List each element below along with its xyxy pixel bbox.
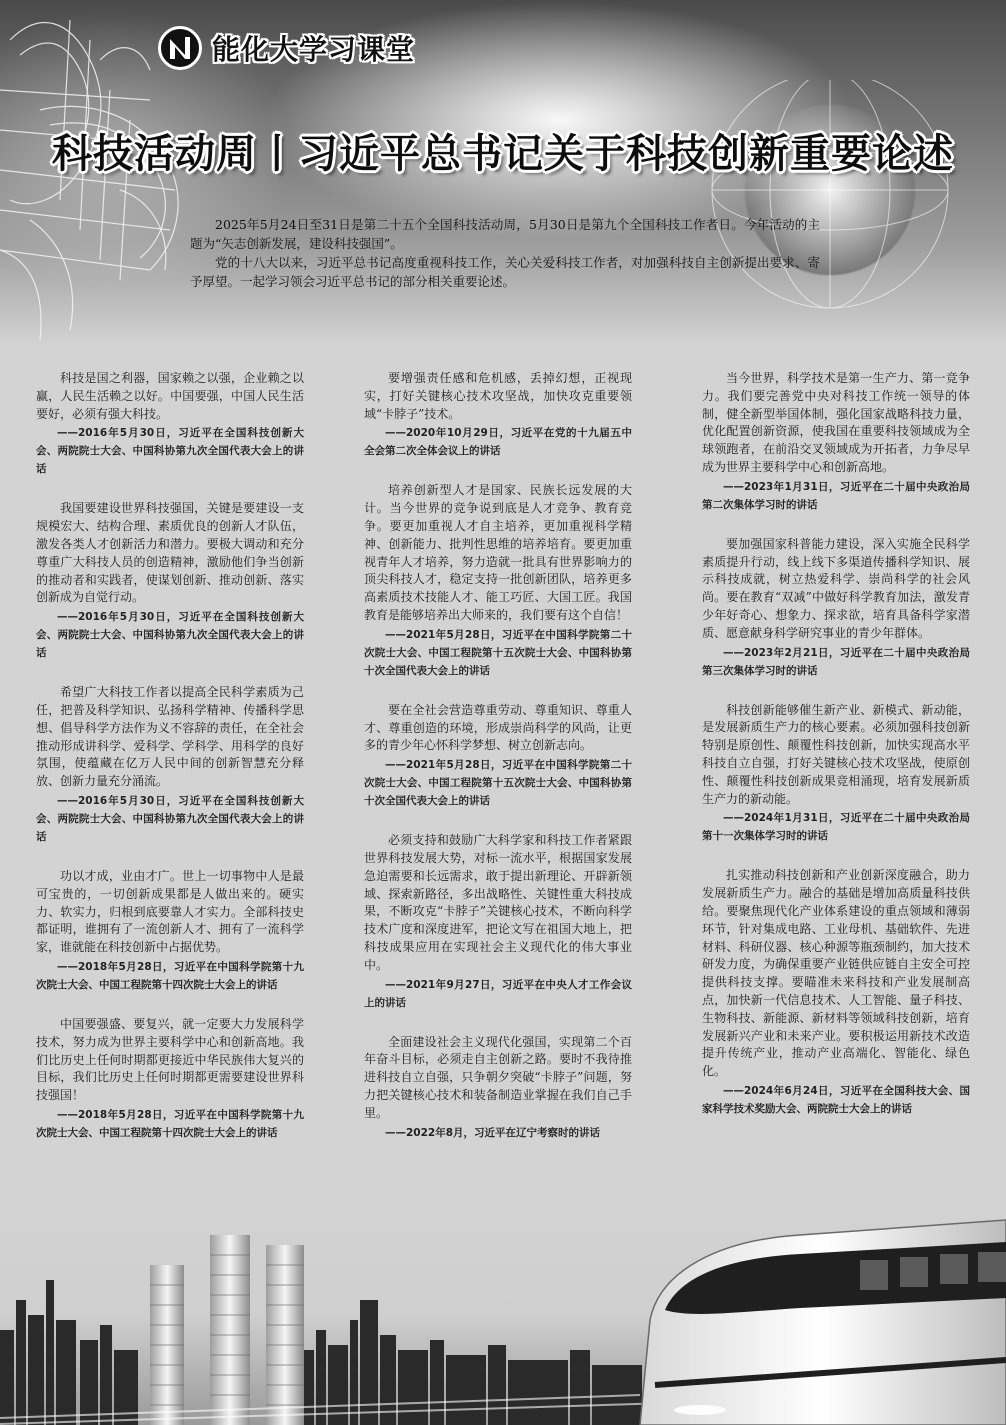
quote-source: ——2018年5月28日，习近平在中国科学院第十九次院士大会、中国工程院第十四次院士大会上的讲话 [36,1108,304,1139]
page-title: 科技活动周丨习近平总书记关于科技创新重要论述 [52,131,954,177]
quote-block [702,867,970,1118]
quote-text: 要加强国家科普能力建设，深入实施全民科学素质提升行动，线上线下多渠道传播科学知识、展示科技成就，树立热爱科学、崇尚科学的社会风尚。要在教育“双减”中做好科学教育加法，激发青少年好奇心、想象力、探求欲，培育具备科学家潜质、愿意献身科学研究事业的青少年群体。 [702,536,970,640]
quote-block [36,500,304,662]
quote-block [702,370,970,514]
quote-block [364,702,632,810]
quote-block [364,482,632,679]
quote-text: 扎实推动科技创新和产业创新深度融合，助力发展新质生产力。融合的基础是增加高质量科技供给。要聚焦现代化产业体系建设的重点领域和薄弱环节，针对集成电路、工业母机、基础软件、先进材料、科研仪器、核心种源等瓶颈制约，加大技术研发力度，为确保重要产业链供应链自主安全可控提供科技支撑。要瞄准未来科技和产业发展制高点，加快新一代信息技术、人工智能、量子科技、生物科技、新能源、新材料等领域科技创新，培育发展新兴产业和未来产业。要积极运用新技术改造提升传统产业，推动产业高端化、智能化、绿色化。 [702,868,970,1079]
city-skyline-train-illustration [0,1180,1006,1425]
quote-text: 功以才成，业由才广。世上一切事物中人是最可宝贵的，一切创新成果都是人做出来的。硬实力、软实力，归根到底要靠人才实力。全部科技史都证明，谁拥有了一流创新人才、拥有了一流科学家，谁就能在科技创新中占据优势。 [36,868,304,955]
quote-text: 当今世界，科学技术是第一生产力、第一竞争力。我们要完善党中央对科技工作统一领导的体制，健全新型举国体制，强化国家战略科技力量，优化配置创新资源，使我国在重要科技领域成为全球领跑者，在前沿交叉领域成为开拓者，力争尽早成为世界主要科学中心和创新高地。 [702,371,970,474]
quote-source: ——2016年5月30日，习近平在全国科技创新大会、两院院士大会、中国科协第九次全国代表大会上的讲话 [36,427,304,476]
quote-source: ——2023年1月31日，习近平在二十届中央政治局第二次集体学习时的讲话 [702,480,970,511]
quote-block [702,536,970,680]
quote-block [364,370,632,460]
n-logo-icon [165,33,195,63]
column-3 [702,370,970,1140]
header-banner [0,0,1006,345]
quote-text: 中国要强盛、要复兴，就一定要大力发展科学技术，努力成为世界主要科学中心和创新高地。我们比历史上任何时期都更接近中华民族伟大复兴的目标，我们比历史上任何时期都更需要建设世界科技强国！ [36,1016,304,1103]
quote-source: ——2016年5月30日，习近平在全国科技创新大会、两院院士大会、中国科协第九次全国代表大会上的讲话 [36,794,304,843]
quote-block [36,370,304,478]
quote-block [36,868,304,994]
quote-source: ——2023年2月21日，习近平在二十届中央政治局第三次集体学习时的讲话 [702,646,970,677]
quote-text: 科技是国之利器，国家赖之以强，企业赖之以赢，人民生活赖之以好。中国要强，中国人民生活要好，必须有强大科技。 [36,371,304,421]
quote-block [364,832,632,1011]
quote-source: ——2020年10月29日，习近平在党的十九届五中全会第二次全体会议上的讲话 [364,427,632,458]
brand-name: 能化大学习课堂 [212,33,416,66]
quote-source: ——2016年5月30日，习近平在全国科技创新大会、两院院士大会、中国科协第九次全国代表大会上的讲话 [36,611,304,660]
quote-source: ——2021年5月28日，习近平在中国科学院第二十次院士大会、中国工程院第十五次院士大会、中国科协第十次全国代表大会上的讲话 [364,628,632,677]
quote-text: 要在全社会营造尊重劳动、尊重知识、尊重人才、尊重创造的环境，形成崇尚科学的风尚，让更多的青少年心怀科学梦想、树立创新志向。 [364,702,632,753]
quote-source: ——2024年1月31日，习近平在二十届中央政治局第十一次集体学习时的讲话 [702,812,970,843]
quote-text: 培养创新型人才是国家、民族长远发展的大计。当今世界的竞争说到底是人才竞争、教育竞争。要更加重视人才自主培养，更加重视科学精神、创新能力、批判性思维的培养培育。要更加重视青年人才培养，努力造就一批具有世界影响力的顶尖科技人才，稳定支持一批创新团队，培养更多高素质技术技能人才、能工巧匠、大国工匠。我国教育是能够培养出大师来的，我们要有这个自信！ [364,483,632,622]
intro-text [190,215,820,291]
column-2 [364,370,632,1164]
quote-source: ——2018年5月28日，习近平在中国科学院第十九次院士大会、中国工程院第十四次院士大会上的讲话 [36,960,304,991]
intro-paragraph: 2025年5月24日至31日是第二十五个全国科技活动周，5月30日是第九个全国科技工作者日。今年活动的主题为“矢志创新发展，建设科技强国”。 [190,217,820,251]
quote-source: ——2024年6月24日，习近平在全国科技大会、国家科学技术奖励大会、两院院士大会上的讲话 [702,1084,970,1115]
column-1 [36,370,304,1164]
quote-source: ——2021年9月27日，习近平在中央人才工作会议上的讲话 [364,978,632,1009]
quote-block [36,1016,304,1142]
quote-source: ——2021年5月28日，习近平在中国科学院第二十次院士大会、中国工程院第十五次院士大会、中国科协第十次全国代表大会上的讲话 [364,759,632,808]
quote-source: ——2022年8月，习近平在辽宁考察时的讲话 [385,1126,601,1139]
quote-text: 必须支持和鼓励广大科学家和科技工作者紧跟世界科技发展大势，对标一流水平，根据国家发展急迫需要和长远需求，敢于提出新理论、开辟新领域、探索新路径，多出战略性、关键性重大科技成果，不断攻克“卡脖子”关键核心技术，不断向科学技术广度和深度进军，把论文写在祖国大地上，把科技成果应用在实现社会主义现代化的伟大事业中。 [364,833,632,972]
quote-block [36,684,304,846]
quote-text: 希望广大科技工作者以提高全民科学素质为己任，把普及科学知识、弘扬科学精神、传播科学思想、倡导科学方法作为义不容辞的责任，在全社会推动形成讲科学、爱科学、学科学、用科学的良好氛围，使蕴藏在亿万人民中间的创新智慧充分释放、创新力量充分涌流。 [36,685,304,789]
quote-text: 我国要建设世界科技强国，关键是要建设一支规模宏大、结构合理、素质优良的创新人才队伍，激发各类人才创新活力和潜力。要极大调动和充分尊重广大科技人员的创造精神，激励他们争当创新的推动者和实践者，使谋划创新、推动创新、落实创新成为自觉行动。 [36,501,304,605]
quote-text: 要增强责任感和危机感，丢掉幻想，正视现实，打好关键核心技术攻坚战，加快攻克重要领域“卡脖子”技术。 [364,371,632,421]
intro-paragraph: 党的十八大以来，习近平总书记高度重视科技工作，关心关爱科技工作者，对加强科技自主创新提出要求、寄予厚望。一起学习领会习近平总书记的部分相关重要论述。 [190,255,820,289]
brand-header [158,26,415,70]
quote-text: 全面建设社会主义现代化强国，实现第二个百年奋斗目标，必须走自主创新之路。要时不我待推进科技自立自强，只争朝夕突破“卡脖子”问题，努力把关键核心技术和装备制造业掌握在我们自己手里。 [364,1034,632,1120]
quotes-columns [36,370,976,1160]
quote-text: 科技创新能够催生新产业、新模式、新动能，是发展新质生产力的核心要素。必须加强科技创新特别是原创性、颠覆性科技创新，加快实现高水平科技自立自强，打好关键核心技术攻坚战，使原创性、颠覆性科技创新成果竞相涌现，培育发展新质生产力的新动能。 [702,702,970,806]
quote-block [364,1034,632,1142]
brand-logo-icon [158,26,202,70]
quote-block [702,702,970,846]
